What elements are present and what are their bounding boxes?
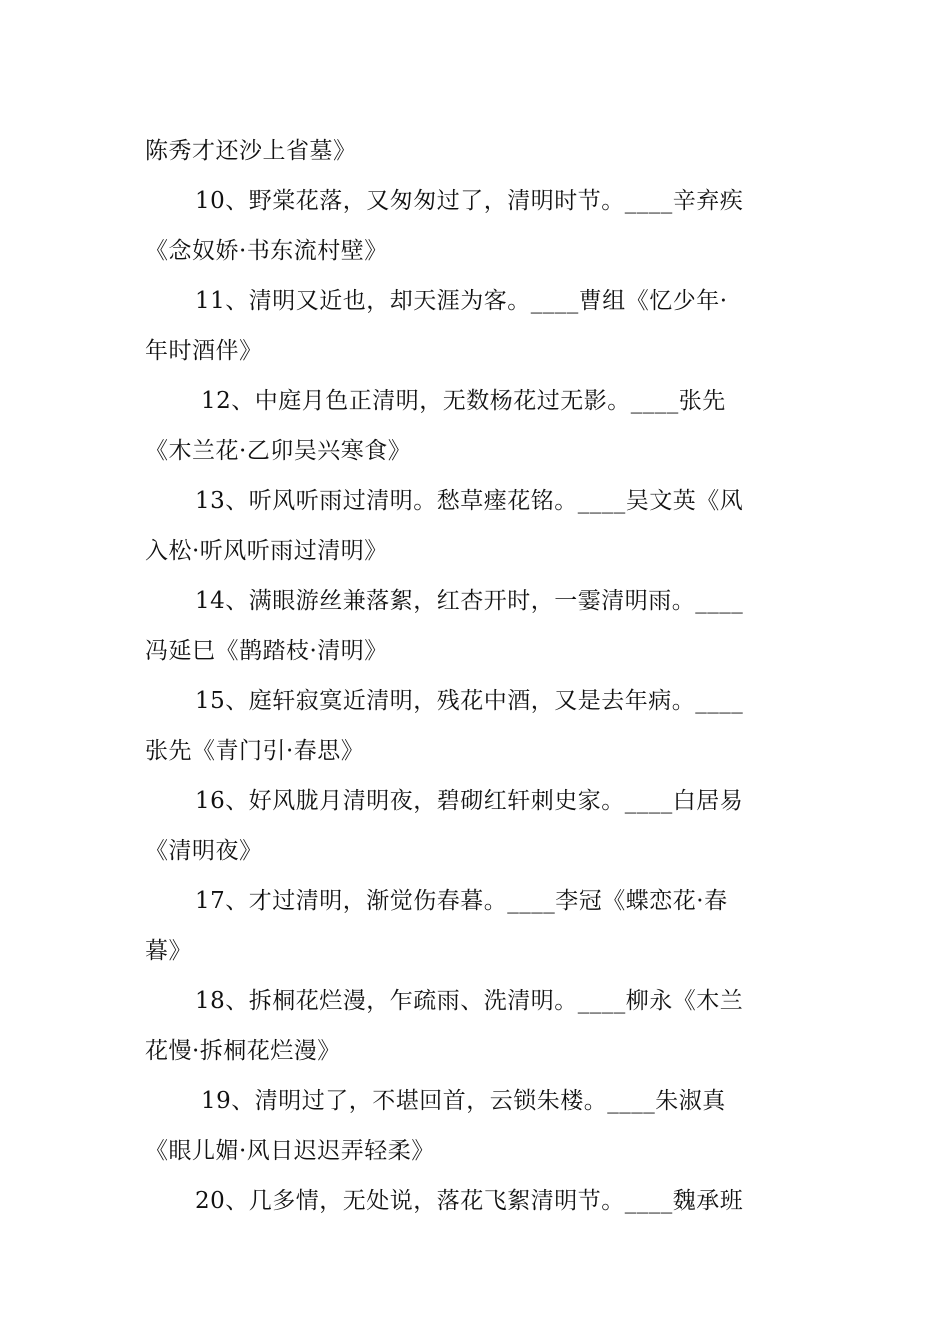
- text-line: 冯延巳《鹊踏枝·清明》: [145, 638, 388, 664]
- text-line: 花慢·拆桐花烂漫》: [145, 1038, 341, 1064]
- list-item-20: 20、几多情，无处说，落花飞絮清明节。____魏承班: [195, 1188, 744, 1214]
- list-item-18: 18、拆桐花烂漫，乍疏雨、洗清明。____柳永《木兰: [195, 988, 744, 1014]
- list-item-17: 17、才过清明，渐觉伤春暮。____李冠《蝶恋花·春: [195, 888, 728, 914]
- list-item-10: 10、野棠花落，又匆匆过了，清明时节。____辛弃疾: [195, 188, 744, 214]
- text-line: 《眼儿媚·风日迟迟弄轻柔》: [145, 1138, 435, 1164]
- text-line: 年时酒伴》: [145, 338, 263, 364]
- text-line: 暮》: [145, 938, 192, 964]
- list-item-12: 12、中庭月色正清明，无数杨花过无影。____张先: [201, 388, 726, 414]
- list-item-15: 15、庭轩寂寞近清明，残花中酒，又是去年病。____: [195, 688, 744, 714]
- text-line: 《念奴娇·书东流村壁》: [145, 238, 388, 264]
- text-line: 陈秀才还沙上省墓》: [145, 138, 357, 164]
- list-item-19: 19、清明过了，不堪回首，云锁朱楼。____朱淑真: [201, 1088, 726, 1114]
- list-item-14: 14、满眼游丝兼落絮，红杏开时，一霎清明雨。____: [195, 588, 744, 614]
- text-line: 《木兰花·乙卯吴兴寒食》: [145, 438, 412, 464]
- list-item-13: 13、听风听雨过清明。愁草瘗花铭。____吴文英《风: [195, 488, 744, 514]
- text-line: 张先《青门引·春思》: [145, 738, 365, 764]
- text-line: 入松·听风听雨过清明》: [145, 538, 388, 564]
- list-item-11: 11、清明又近也，却天涯为客。____曹组《忆少年·: [195, 288, 728, 314]
- text-line: 《清明夜》: [145, 838, 263, 864]
- list-item-16: 16、好风胧月清明夜，碧砌红轩刺史家。____白居易: [195, 788, 744, 814]
- poem-list: [145, 126, 807, 1226]
